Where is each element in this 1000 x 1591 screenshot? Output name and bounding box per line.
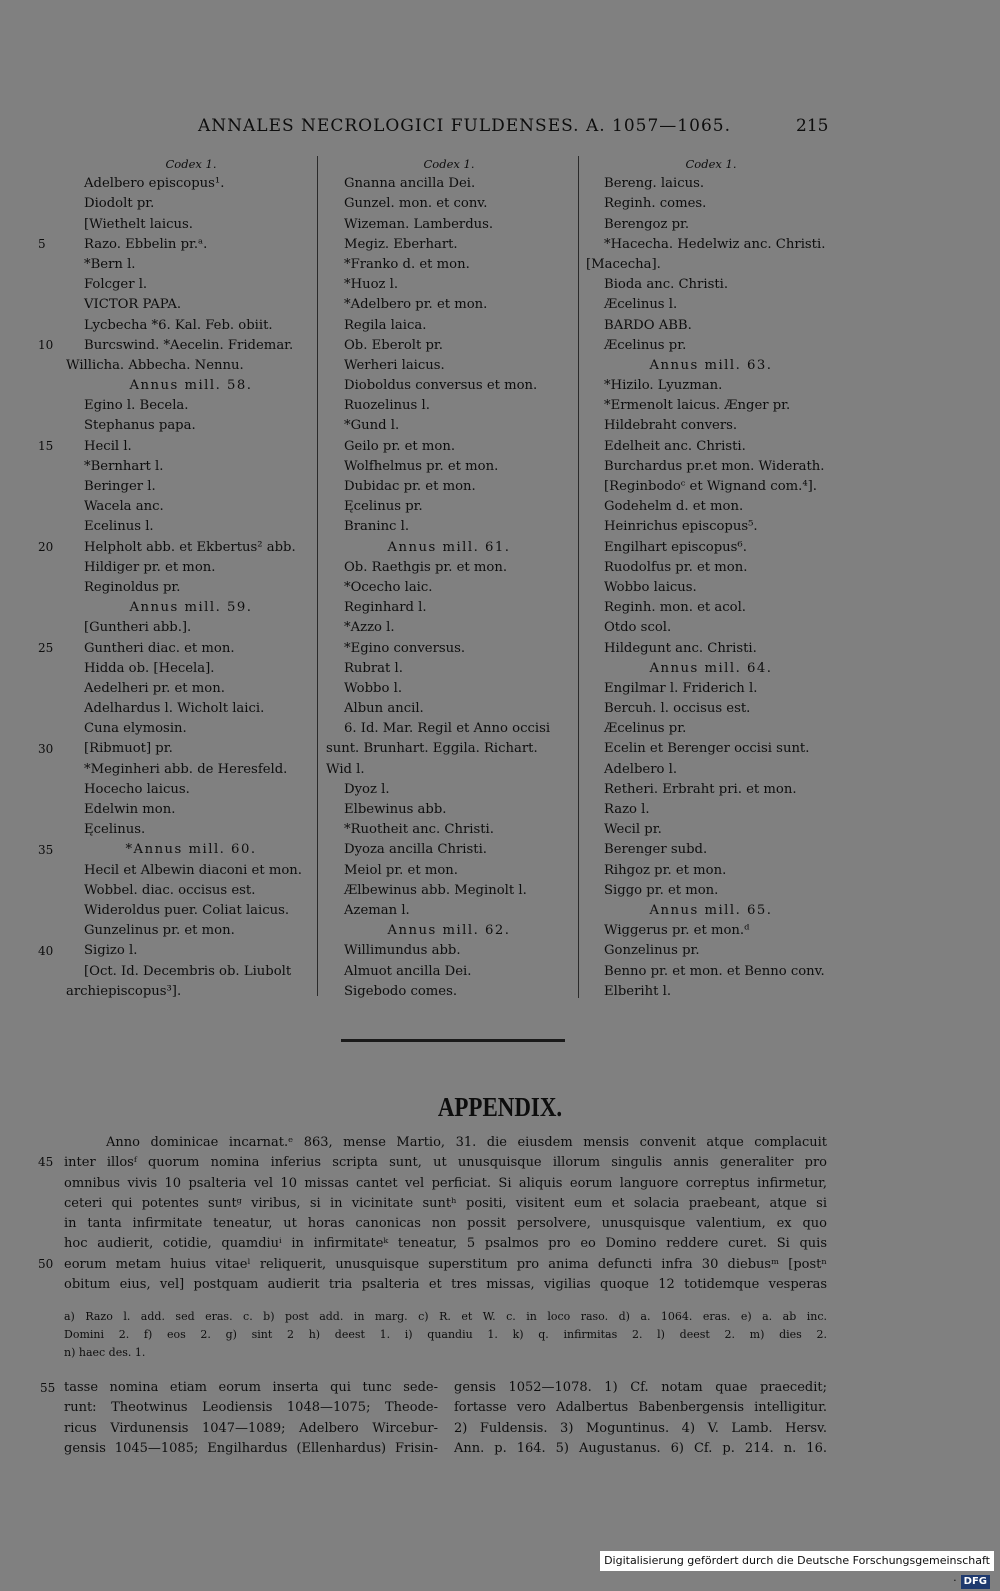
necrology-entry: Rubrat l. xyxy=(344,660,403,676)
necrology-entry: Geilo pr. et mon. xyxy=(344,438,456,454)
necrology-entry: Reginh. mon. et acol. xyxy=(604,600,746,616)
necrology-entry: Ob. Eberolt pr. xyxy=(344,337,443,353)
bottom-notes-right xyxy=(454,1378,827,1459)
necrology-entry: Burcswind. *Aecelin. Fridemar. xyxy=(84,337,294,353)
necrology-entry: Hecil et Albewin diaconi et mon. xyxy=(84,862,302,878)
necrology-entry: Wobbo laicus. xyxy=(604,579,697,595)
necrology-entry: VICTOR PAPA. xyxy=(84,297,182,313)
necrology-entry: *Ruotheit anc. Christi. xyxy=(344,822,494,838)
page-header xyxy=(0,116,1000,146)
necrology-entry: 6. Id. Mar. Regil et Anno occisi xyxy=(344,721,551,737)
column-divider-1 xyxy=(317,156,318,996)
necrology-entry: Adelbero l. xyxy=(604,761,678,777)
necrology-entry: Willicha. Abbecha. Nennu. xyxy=(66,357,244,373)
line-number: 30 xyxy=(38,741,54,756)
year-heading: Annus mill. 63. xyxy=(649,357,773,373)
necrology-entry: Meiol pr. et mon. xyxy=(344,862,458,878)
necrology-entry: Heinrichus episcopus⁵. xyxy=(604,519,758,535)
year-heading: Annus mill. 64. xyxy=(649,660,773,676)
necrology-entry: Ob. Raethgis pr. et mon. xyxy=(344,559,508,575)
line-number: 50 xyxy=(38,1256,54,1271)
necrology-entry: Guntheri diac. et mon. xyxy=(84,640,235,656)
year-heading: Annus mill. 62. xyxy=(387,923,511,939)
necrology-entry: Razo. Ebbelin pr.ᵃ. xyxy=(84,236,208,252)
necrology-entry: Beringer l. xyxy=(84,479,156,494)
necrology-entry: Engilmar l. Friderich l. xyxy=(604,680,758,696)
necrology-entry: Willimundus abb. xyxy=(344,943,461,959)
necrology-entry: Sigizo l. xyxy=(84,943,138,959)
necrology-entry: Wolfhelmus pr. et mon. xyxy=(344,458,499,474)
necrology-entry: Dubidac pr. et mon. xyxy=(344,479,476,494)
paragraph-line: eorum metam huius vitaeˡ reliquerit, unusquisque superstitum pro anima defuncti infra 30 diebusᵐ [postⁿ xyxy=(64,1256,827,1272)
necrology-entry: [Wiethelt laicus. xyxy=(84,216,193,232)
paragraph-line: Anno dominicae incarnat.ᵉ 863, mense Martio, 31. die eiusdem mensis convenit atque complacuit xyxy=(106,1135,827,1150)
paragraph-line: omnibus vivis 10 psalteria vel 10 missas cantet vel perficiat. Si aliquis eorum languore correptus infirmetur, xyxy=(64,1175,827,1191)
necrology-entry: Cuna elymosin. xyxy=(84,721,187,737)
necrology-entry: sunt. Brunhart. Eggila. Richart. xyxy=(326,741,538,757)
paragraph-line: in tanta infirmitate teneatur, ut horas canonicas non possit persolvere, unusquisque valentium, ex quo xyxy=(64,1216,827,1232)
necrology-entry: Folcger l. xyxy=(84,277,148,293)
codex-heading: Codex 1. xyxy=(165,157,217,171)
year-heading: Annus mill. 61. xyxy=(387,539,511,555)
necrology-entry: Dioboldus conversus et mon. xyxy=(344,378,538,394)
necrology-entry: Elbewinus abb. xyxy=(344,802,447,817)
necrology-entry: Sigebodo comes. xyxy=(344,983,458,999)
dfg-footer xyxy=(600,1551,994,1587)
necrology-entry: *Franko d. et mon. xyxy=(344,256,470,272)
necrology-entry: Berenger subd. xyxy=(604,842,708,858)
necrology-entry: Adelbero episcopus¹. xyxy=(84,176,225,192)
dfg-logo: DFG xyxy=(961,1575,990,1589)
appendix-paragraph xyxy=(64,1133,827,1295)
necrology-entry: Gunzel. mon. et conv. xyxy=(344,196,488,212)
appendix-heading: APPENDIX. xyxy=(437,1092,563,1122)
line-number: 20 xyxy=(38,539,54,554)
necrology-entry: [Guntheri abb.]. xyxy=(84,620,192,636)
necrology-entry: Hecil l. xyxy=(84,438,132,454)
bottom-notes-left xyxy=(64,1378,438,1459)
necrology-entry: Edelwin mon. xyxy=(84,802,176,817)
column-codex-1-right xyxy=(586,154,836,1002)
necrology-entry: Ęcelinus pr. xyxy=(344,499,423,515)
necrology-entry: Aedelheri pr. et mon. xyxy=(84,680,225,696)
necrology-entry: Æcelinus pr. xyxy=(604,721,687,737)
note-line: Ann. p. 164. 5) Augustanus. 6) Cf. p. 214. n. 16. xyxy=(454,1440,827,1456)
line-number: 10 xyxy=(38,337,54,352)
paragraph-line: inter illosᶠ quorum nomina inferius scripta sunt, ut unusquisque illorum singulis annis generaliter pro xyxy=(64,1155,827,1171)
necrology-entry: *Bern l. xyxy=(84,256,136,272)
line-number: 15 xyxy=(38,438,54,453)
necrology-entry: Gonzelinus pr. xyxy=(604,943,700,959)
necrology-entry: Ecelinus l. xyxy=(84,519,154,535)
necrology-entry: Razo l. xyxy=(604,802,650,817)
necrology-entry: Ruozelinus l. xyxy=(344,398,430,414)
necrology-entry: Edelheit anc. Christi. xyxy=(604,438,746,454)
necrology-entry: Gnanna ancilla Dei. xyxy=(344,176,476,192)
necrology-entry: Almuot ancilla Dei. xyxy=(344,963,472,979)
column-codex-1-middle xyxy=(326,154,572,1002)
codex-heading: Codex 1. xyxy=(685,157,737,171)
necrology-entry: Ęcelinus. xyxy=(84,822,146,838)
page-number: 215 xyxy=(796,116,829,136)
necrology-entry: Stephanus papa. xyxy=(84,418,196,434)
necrology-entry: Otdo scol. xyxy=(604,620,672,636)
necrology-entry: Retheri. Erbraht pri. et mon. xyxy=(604,781,797,797)
necrology-entry: Rihgoz pr. et mon. xyxy=(604,862,727,878)
necrology-entry: archiepiscopus³]. xyxy=(66,983,182,999)
necrology-entry: Wobbo l. xyxy=(344,680,403,696)
line-number-55: 55 xyxy=(40,1381,56,1395)
necrology-entry: Adelhardus l. Wicholt laici. xyxy=(84,701,265,717)
paragraph-line: hoc audierit, cotidie, quamdiuⁱ in infirmitateᵏ teneatur, 5 psalmos pro eo Domino reddere curet. Si quis xyxy=(64,1236,827,1252)
necrology-entry: Werheri laicus. xyxy=(344,357,445,373)
paragraph-line: obitum eius, vel] postquam audierit tria psalteria et tres missas, vigilias quoque 12 totidemque vesperas xyxy=(64,1277,827,1293)
line-number: 5 xyxy=(38,236,46,251)
necrology-entry: Benno pr. et mon. et Benno conv. xyxy=(604,963,825,979)
section-rule xyxy=(341,1039,565,1042)
necrology-entry: *Gund l. xyxy=(344,418,400,434)
necrology-entry: Azeman l. xyxy=(344,902,410,918)
necrology-entry: *Hacecha. Hedelwiz anc. Christi. xyxy=(604,236,826,252)
necrology-entry: Hildebraht convers. xyxy=(604,418,738,434)
necrology-entry: [Macecha]. xyxy=(586,256,661,272)
year-heading: *Annus mill. 60. xyxy=(125,842,257,858)
footer-text: Digitalisierung gefördert durch die Deutsche Forschungsgemeinschaft · xyxy=(604,1554,990,1587)
necrology-entry: Braninc l. xyxy=(344,519,410,535)
necrology-entry: *Ocecho laic. xyxy=(344,579,433,595)
necrology-entry: Dyoz l. xyxy=(344,781,390,797)
necrology-entry: [Oct. Id. Decembris ob. Liubolt xyxy=(84,963,292,979)
necrology-entry: *Bernhart l. xyxy=(84,458,164,474)
codex-heading: Codex 1. xyxy=(423,157,475,171)
necrology-entry: Æcelinus pr. xyxy=(604,337,687,353)
footnotes xyxy=(64,1308,827,1362)
year-heading: Annus mill. 59. xyxy=(129,600,253,616)
note-line: fortasse vero Adalbertus Babenbergensis intelligitur. xyxy=(454,1400,827,1416)
necrology-entry: Reginhard l. xyxy=(344,600,427,616)
line-number: 45 xyxy=(38,1155,54,1170)
line-number: 35 xyxy=(38,842,54,857)
necrology-entry: Hidda ob. [Hecela]. xyxy=(84,660,215,676)
paragraph-line: ceteri qui potentes suntᵍ viribus, si in vicinitate suntʰ positi, visitent eum et solacia praebeant, atque si xyxy=(64,1195,827,1211)
necrology-entry: Ecelin et Berenger occisi sunt. xyxy=(604,741,810,757)
necrology-entry: Wid l. xyxy=(326,761,365,777)
necrology-entry: Siggo pr. et mon. xyxy=(604,882,719,898)
necrology-entry: BARDO ABB. xyxy=(604,317,692,333)
necrology-entry: Lycbecha *6. Kal. Feb. obiit. xyxy=(84,317,273,333)
line-number: 25 xyxy=(38,640,54,655)
necrology-entry: *Meginheri abb. de Heresfeld. xyxy=(84,761,288,777)
note-line: gensis 1045—1085; Engilhardus (Ellenhardus) Frisin- xyxy=(64,1440,438,1456)
necrology-entry: Wizeman. Lamberdus. xyxy=(344,216,494,232)
necrology-entry: Egino l. Becela. xyxy=(84,398,189,414)
necrology-entry: Megiz. Eberhart. xyxy=(344,236,458,252)
necrology-entry: [Ribmuot] pr. xyxy=(84,741,173,757)
necrology-entry: Albun ancil. xyxy=(344,701,424,717)
line-number: 40 xyxy=(38,943,54,958)
note-line: ricus Virdunensis 1047—1089; Adelbero Wircebur- xyxy=(64,1420,438,1436)
necrology-entry: Berengoz pr. xyxy=(604,216,690,232)
necrology-entry: Ruodolfus pr. et mon. xyxy=(604,559,748,575)
year-heading: Annus mill. 58. xyxy=(129,378,253,394)
necrology-entry: [Reginbodoᶜ et Wignand com.⁴]. xyxy=(604,479,817,494)
column-codex-1-left xyxy=(66,154,316,1002)
necrology-entry: Hocecho laicus. xyxy=(84,781,190,797)
necrology-entry: Bereng. laicus. xyxy=(604,176,705,192)
necrology-entry: Helpholt abb. et Ekbertus² abb. xyxy=(84,539,296,555)
note-line: runt: Theotwinus Leodiensis 1048—1075; Theode- xyxy=(64,1400,438,1416)
necrology-entry: Wobbel. diac. occisus est. xyxy=(84,882,256,898)
necrology-entry: Reginh. comes. xyxy=(604,196,707,212)
necrology-entry: *Huoz l. xyxy=(344,277,399,293)
note-line: 2) Fuldensis. 3) Moguntinus. 4) V. Lamb. Hersv. xyxy=(454,1420,827,1436)
necrology-entry: *Azzo l. xyxy=(344,620,395,636)
necrology-entry: Wecil pr. xyxy=(604,822,662,838)
note-line: gensis 1052—1078. 1) Cf. notam quae praecedit; xyxy=(454,1380,827,1395)
necrology-entry: Æcelinus l. xyxy=(604,297,678,313)
necrology-entry: *Adelbero pr. et mon. xyxy=(344,297,488,313)
footnote-line: Domini 2. f) eos 2. g) sint 2 h) deest 1. i) quandiu 1. k) q. infirmitas 2. l) deest 2. m) dies 2. xyxy=(64,1328,827,1341)
necrology-entry: Dyoza ancilla Christi. xyxy=(344,842,487,858)
necrology-entry: Ælbewinus abb. Meginolt l. xyxy=(344,882,527,898)
necrology-entry: Hildiger pr. et mon. xyxy=(84,559,216,575)
necrology-entry: Gunzelinus pr. et mon. xyxy=(84,923,235,939)
necrology-entry: Godehelm d. et mon. xyxy=(604,499,744,515)
necrology-entry: Bioda anc. Christi. xyxy=(604,277,729,293)
note-line: tasse nomina etiam eorum inserta qui tunc sede- xyxy=(64,1380,438,1395)
necrology-entry: Diodolt pr. xyxy=(84,196,155,212)
footnote-line: a) Razo l. add. sed eras. c. b) post add. in marg. c) R. et W. c. in loco raso. d) a. 1064. eras. e) a. ab inc. xyxy=(64,1310,827,1323)
necrology-entry: Bercuh. l. occisus est. xyxy=(604,701,751,717)
year-heading: Annus mill. 65. xyxy=(649,902,773,918)
necrology-entry: Elberiht l. xyxy=(604,983,672,999)
necrology-entry: Reginoldus pr. xyxy=(84,579,181,595)
necrology-entry: Wideroldus puer. Coliat laicus. xyxy=(84,902,290,918)
column-divider-2 xyxy=(578,156,579,998)
necrology-entry: Wiggerus pr. et mon.ᵈ xyxy=(604,923,750,939)
necrology-entry: Burchardus pr.et mon. Widerath. xyxy=(604,458,825,474)
necrology-entry: Regila laica. xyxy=(344,317,427,333)
running-title: ANNALES NECROLOGICI FULDENSES. A. 1057—1065. xyxy=(198,116,731,136)
necrology-entry: *Hizilo. Lyuzman. xyxy=(604,378,723,394)
necrology-entry: *Ermenolt laicus. Ænger pr. xyxy=(604,398,791,414)
necrology-entry: Hildegunt anc. Christi. xyxy=(604,640,757,656)
footnote-line: n) haec des. 1. xyxy=(64,1346,146,1359)
necrology-entry: Wacela anc. xyxy=(84,499,164,515)
necrology-entry: Engilhart episcopus⁶. xyxy=(604,539,747,555)
necrology-entry: *Egino conversus. xyxy=(344,640,466,656)
